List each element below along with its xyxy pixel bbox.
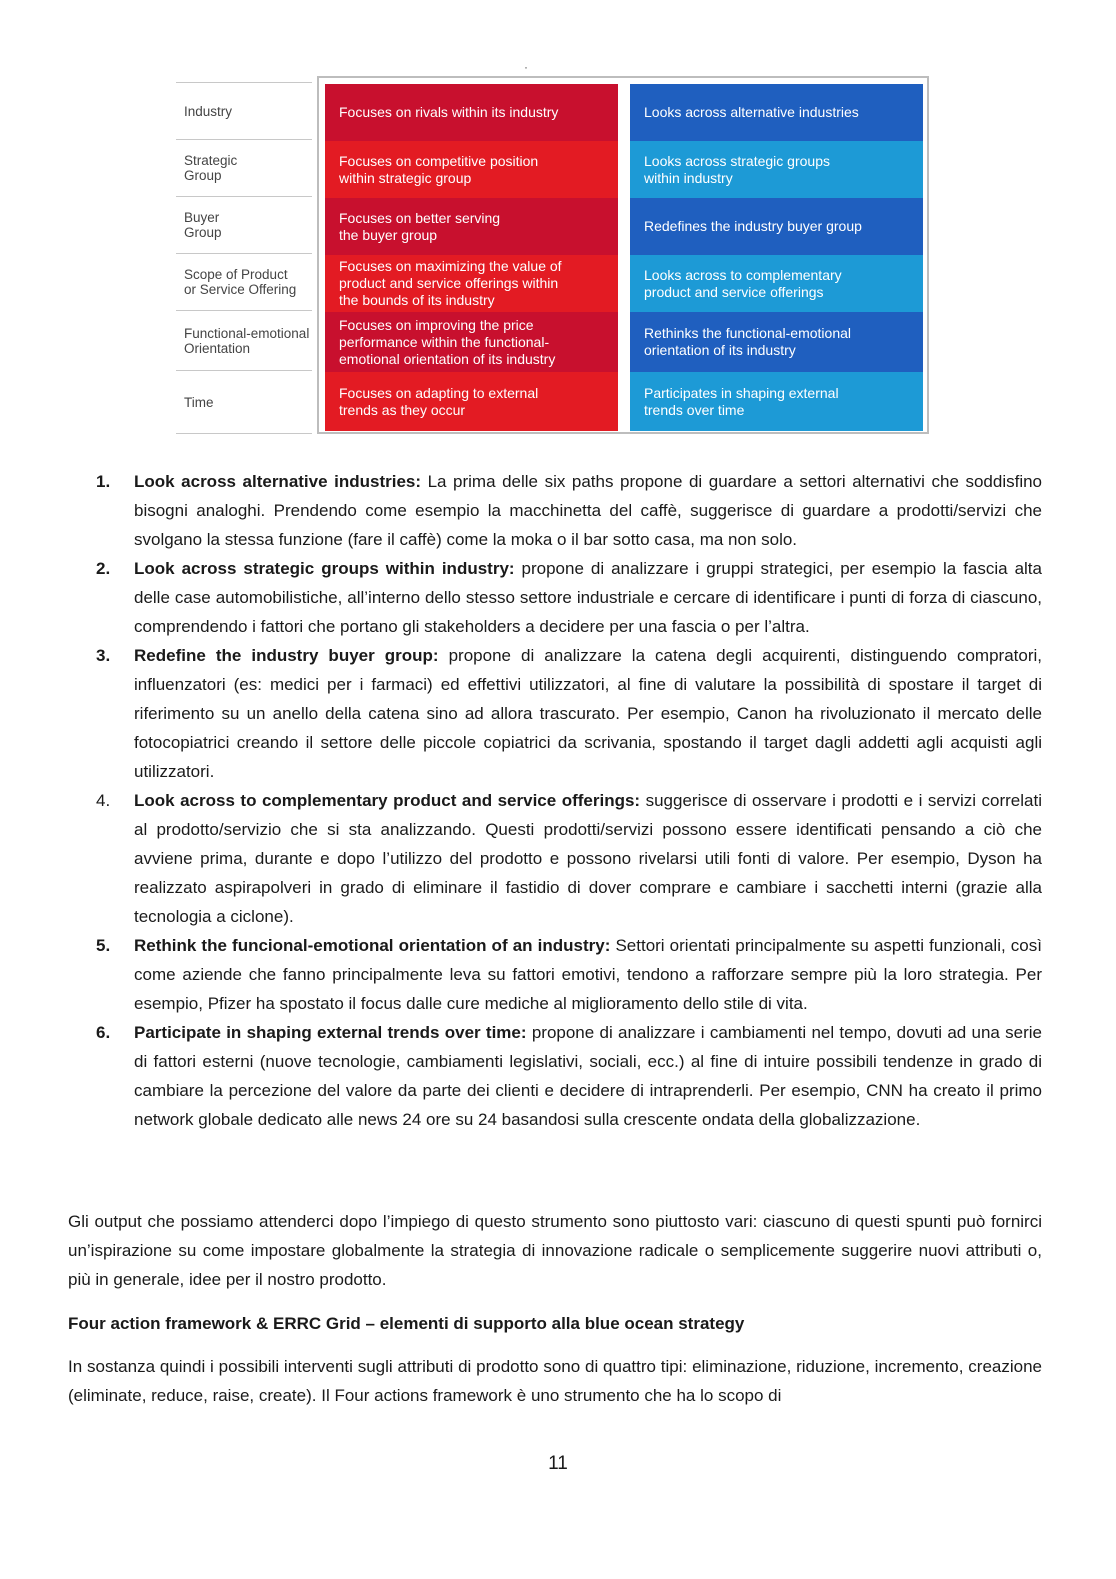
list-number: 5. [96,936,111,955]
row-label-functional-emotional: Functional-emotional Orientation [176,310,312,370]
list-number: 3. [96,646,111,665]
list-text [134,931,1042,1018]
paragraph-intro: In sostanza quindi i possibili interventi sugli attributi di prodotto sono di quattro tipi: eliminazione, riduzione, incremento, creazione (eliminate, reduce, raise, create). Il Four actions framework è uno strumento che ha lo scopo di [68,1357,1042,1405]
list-item-title: Participate in shaping external trends over time: [134,1023,527,1042]
six-paths-list [96,467,1042,1134]
blue-cell-functional-emotional: Rethinks the functional-emotional orientation of its industry [630,312,923,372]
list-item-title: Rethink the funcional-emotional orientation of an industry: [134,936,611,955]
top-mark: · [524,60,528,74]
list-item-body: La prima delle six paths propone di guardare a settori alternativi che soddisfino bisogni analoghi. Prendendo come esempio la macchinetta del caffè, suggerisce di guardare a prodotti/servizi che svolgano la stessa funzione (fare il caffè) come la moka o il bar sotto casa, ma non solo. [134,472,1043,549]
paths-frame [317,76,929,434]
list-number: 6. [96,1023,111,1042]
list-number: 2. [96,559,111,578]
list-item-body: propone di analizzare i gruppi strategici, per esempio la fascia alta delle case automobilistiche, all’interno dello stesso settore industriale e cercare di identificare i punti di forza di ciascuno, comprendendo i fattori che portano gli stakeholders a decidere per una fascia o per l’altra. [134,559,1042,636]
list-item-title: Look across to complementary product and service offerings: [134,791,641,810]
row-label-time: Time [176,370,312,434]
red-cell-scope: Focuses on maximizing the value of product and service offerings within the bounds of its industry [325,255,618,312]
list-item [96,467,1042,554]
list-text [134,467,1042,554]
red-cell-strategic-group: Focuses on competitive position within strategic group [325,141,618,198]
red-cell-buyer-group: Focuses on better serving the buyer group [325,198,618,255]
list-text [134,1018,1042,1134]
list-item [96,786,1042,931]
red-cell-time: Focuses on adapting to external trends as they occur [325,372,618,431]
blue-cell-time: Participates in shaping external trends over time [630,372,923,431]
page-number: 11 [548,1453,568,1474]
row-label-buyer-group: Buyer Group [176,196,312,253]
section-heading: Four action framework & ERRC Grid – elementi di supporto alla blue ocean strategy [68,1314,745,1333]
paragraph-outputs: Gli output che possiamo attenderci dopo l’impiego di questo strumento sono piuttosto vari: ciascuno di questi spunti può fornirci un’ispirazione su come impostare globalmente la strategia di innovazione radicale o semplicemente suggerire nuovi attributi o, più in generale, idee per il nostro prodotto. [68,1212,1042,1289]
blue-cell-strategic-group: Looks across strategic groups within industry [630,141,923,198]
six-paths-figure [176,60,936,445]
list-item-title: Look across alternative industries: [134,472,422,491]
list-item-body: suggerisce di osservare i prodotti e i servizi correlati al prodotto/servizio che si sta analizzando. Questi prodotti/servizi possono essere identificati pensando a ciò che avviene prima, durante e dopo l’utilizzo del prodotto e possono rivelarsi utili fonti di valore. Per esempio, Dyson ha realizzato aspirapolveri in grado di eliminare il fastidio di dover comprare e cambiare i sacchetti interni (grazie alla tecnologia a ciclone). [134,791,1042,926]
list-item-body: propone di analizzare i cambiamenti nel tempo, dovuti ad una serie di fattori esterni (nuove tecnologie, cambiamenti legislativi, sociali, ecc.) al fine di intuire possibili tendenze in grado di cambiare la percezione del valore da parte dei clienti e decidere di intraprenderli. Per esempio, CNN ha creato il primo network globale dedicato alle news 24 ore su 24 basandosi sulla crescente ondata della globalizzazione. [134,1023,1042,1129]
list-item-body: propone di analizzare la catena degli acquirenti, distinguendo compratori, influenzatori (es: medici per i farmaci) ed effettivi utilizzatori, al fine di valutare la possibilità di spostare il target di riferimento su un anello della catena sino ad allora trascurato. Per esempio, Canon ha rivoluzionato il mercato delle fotocopiatrici creando il settore delle piccole copiatrici da scrivania, spostando il target dagli addetti agli acquisti agli utilizzatori. [134,646,1042,781]
list-item [96,1018,1042,1134]
list-number: 4. [96,791,111,810]
list-item [96,554,1042,641]
list-item [96,931,1042,1018]
list-item-title: Redefine the industry buyer group: [134,646,439,665]
list-text [134,554,1042,641]
list-item-title: Look across strategic groups within industry: [134,559,515,578]
list-item [96,641,1042,786]
list-text [134,786,1042,931]
row-label-strategic-group: Strategic Group [176,139,312,196]
blue-cell-industry: Looks across alternative industries [630,84,923,141]
row-label-industry: Industry [176,82,312,139]
list-number: 1. [96,472,111,491]
blue-cell-buyer-group: Redefines the industry buyer group [630,198,923,255]
list-item-body: Settori orientati principalmente su aspetti funzionali, così come aziende che fanno principalmente leva su fattori emotivi, tendono a rafforzare sempre più la loro strategia. Per esempio, Pfizer ha spostato il focus dalle cure mediche al miglioramento dello stile di vita. [134,936,1042,1013]
blue-cell-scope: Looks across to complementary product and service offerings [630,255,923,312]
row-label-scope: Scope of Product or Service Offering [176,253,312,310]
list-text [134,641,1042,786]
red-cell-industry: Focuses on rivals within its industry [325,84,618,141]
red-cell-functional-emotional: Focuses on improving the price performance within the functional- emotional orientation of its industry [325,312,618,372]
